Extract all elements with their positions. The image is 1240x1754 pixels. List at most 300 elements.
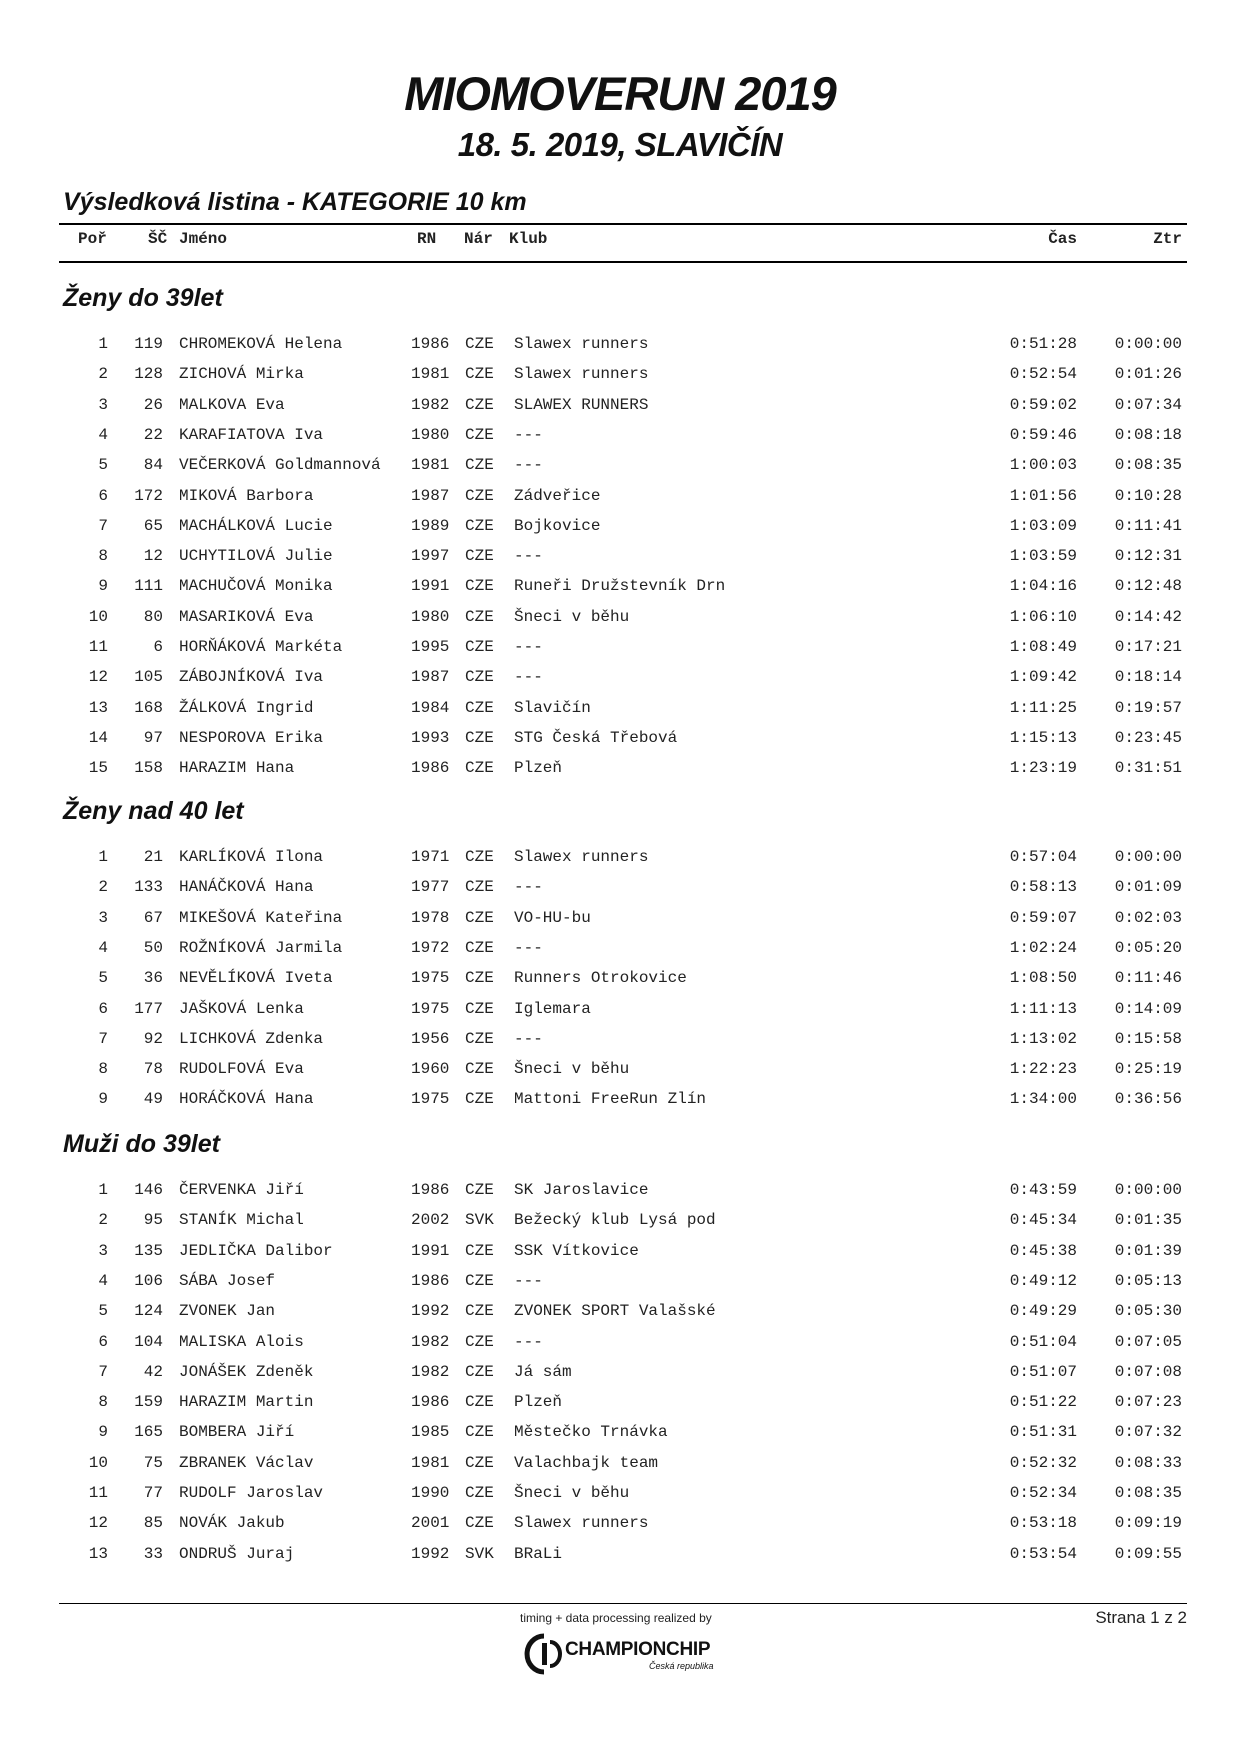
cell-gap: 0:01:09 (1114, 878, 1182, 897)
cell-club: ZVONEK SPORT Valašské (514, 1302, 716, 1321)
cell-nation: CZE (465, 1060, 494, 1079)
cell-time: 0:59:02 (1009, 395, 1077, 414)
cell-year: 1997 (411, 547, 450, 566)
page-number: Strana 1 z 2 (1095, 1608, 1187, 1627)
table-row (0, 729, 1240, 751)
cell-name: NEVĚLÍKOVÁ Iveta (179, 969, 333, 988)
cell-year: 1986 (411, 759, 450, 778)
cell-club: Slawex runners (514, 1514, 649, 1533)
cell-bib: 168 (134, 698, 163, 717)
cell-nation: CZE (465, 577, 494, 596)
cell-gap: 0:07:08 (1114, 1362, 1182, 1381)
cell-place: 15 (88, 759, 108, 778)
header-top-rule (59, 223, 1187, 225)
cell-gap: 0:07:05 (1114, 1332, 1182, 1351)
cell-bib: 165 (134, 1423, 163, 1442)
cell-name: JAŠKOVÁ Lenka (179, 999, 304, 1018)
cell-year: 1972 (411, 938, 450, 957)
cell-nation: CZE (465, 425, 494, 444)
cell-gap: 0:12:31 (1114, 547, 1182, 566)
cell-nation: CZE (465, 728, 494, 747)
cell-nation: CZE (465, 456, 494, 475)
cell-name: MIKOVÁ Barbora (179, 486, 314, 505)
cell-year: 1981 (411, 365, 450, 384)
cell-gap: 0:00:00 (1114, 335, 1182, 353)
cell-place: 8 (98, 1060, 108, 1079)
cell-time: 1:08:49 (1009, 638, 1077, 656)
cell-gap: 0:07:34 (1114, 395, 1182, 414)
cell-year: 1975 (411, 1090, 450, 1109)
cell-club: Bežecký klub Lysá pod (514, 1211, 716, 1230)
cell-gap: 0:08:35 (1114, 1484, 1182, 1502)
cell-nation: CZE (465, 335, 494, 353)
table-row (0, 1333, 1240, 1355)
cell-year: 1992 (411, 1544, 450, 1563)
cell-gap: 0:08:18 (1114, 425, 1182, 444)
cell-name: ZÁBOJNÍKOVÁ Iva (179, 668, 324, 687)
cell-club: Slawex runners (514, 848, 649, 866)
cell-nation: CZE (465, 1453, 494, 1472)
cell-club: STG Česká Třebová (514, 728, 678, 747)
cell-gap: 0:05:20 (1114, 938, 1182, 957)
table-row (0, 1393, 1240, 1415)
cell-place: 10 (88, 1453, 108, 1472)
cell-year: 1989 (411, 516, 450, 535)
cell-nation: CZE (465, 1090, 494, 1109)
cell-year: 1975 (411, 969, 450, 988)
table-row (0, 517, 1240, 539)
table-row (0, 1030, 1240, 1052)
cell-place: 6 (98, 486, 108, 505)
cell-club: --- (514, 1029, 543, 1048)
cell-place: 4 (98, 1271, 108, 1290)
col-ztr: Ztr (1153, 230, 1182, 248)
table-row (0, 1545, 1240, 1567)
cell-nation: CZE (465, 1029, 494, 1048)
cell-name: STANÍK Michal (179, 1211, 304, 1230)
cell-club: Slawex runners (514, 335, 649, 353)
cell-bib: 77 (143, 1484, 163, 1502)
table-row (0, 396, 1240, 418)
page-title: MIOMOVERUN 2019 (404, 67, 836, 120)
cell-year: 1978 (411, 908, 450, 927)
cell-name: ŽÁLKOVÁ Ingrid (179, 698, 314, 717)
cell-bib: 104 (134, 1332, 163, 1351)
cell-club: Šneci v běhu (514, 1060, 630, 1079)
cell-club: SSK Vítkovice (514, 1241, 639, 1260)
cell-club: --- (514, 878, 543, 897)
table-row (0, 1090, 1240, 1112)
cell-gap: 0:18:14 (1114, 668, 1182, 687)
cell-place: 12 (88, 1514, 108, 1533)
table-row (0, 1423, 1240, 1445)
cell-gap: 0:17:21 (1114, 638, 1182, 656)
cell-club: BRaLi (514, 1544, 563, 1563)
cell-time: 1:11:13 (1009, 999, 1077, 1018)
cell-bib: 78 (143, 1060, 163, 1079)
cell-time: 1:04:16 (1009, 577, 1077, 596)
table-row (0, 1242, 1240, 1264)
cell-gap: 0:19:57 (1114, 698, 1182, 717)
cell-nation: CZE (465, 1393, 494, 1412)
cell-time: 0:43:59 (1009, 1181, 1077, 1199)
cell-year: 1984 (411, 698, 450, 717)
cell-nation: CZE (465, 759, 494, 778)
cell-nation: CZE (465, 668, 494, 687)
cell-nation: CZE (465, 1302, 494, 1321)
cell-time: 1:08:50 (1009, 969, 1077, 988)
table-row (0, 699, 1240, 721)
cell-name: ČERVENKA Jiří (179, 1181, 304, 1199)
cell-year: 1987 (411, 668, 450, 687)
cell-bib: 92 (143, 1029, 163, 1048)
cell-time: 1:13:02 (1009, 1029, 1077, 1048)
col-jmeno: Jméno (179, 230, 228, 248)
cell-gap: 0:31:51 (1114, 759, 1182, 778)
cell-bib: 36 (143, 969, 163, 988)
cell-name: JONÁŠEK Zdeněk (179, 1362, 314, 1381)
cell-year: 1981 (411, 1453, 450, 1472)
table-row (0, 1060, 1240, 1082)
cell-gap: 0:05:30 (1114, 1302, 1182, 1321)
cell-bib: 65 (143, 516, 163, 535)
cell-bib: 21 (143, 848, 163, 866)
cell-nation: SVK (465, 1211, 494, 1230)
cell-time: 0:49:29 (1009, 1302, 1077, 1321)
cell-time: 1:09:42 (1009, 668, 1077, 687)
cell-year: 1960 (411, 1060, 450, 1079)
cell-place: 5 (98, 969, 108, 988)
cell-gap: 0:15:58 (1114, 1029, 1182, 1048)
cell-nation: CZE (465, 1332, 494, 1351)
cell-club: Plzeň (514, 1393, 563, 1412)
cell-name: KARLÍKOVÁ Ilona (179, 848, 324, 866)
cell-time: 1:15:13 (1009, 728, 1077, 747)
cell-name: RUDOLF Jaroslav (179, 1484, 324, 1502)
cell-place: 14 (88, 728, 108, 747)
cell-time: 0:52:32 (1009, 1453, 1077, 1472)
cell-name: ROŽNÍKOVÁ Jarmila (179, 938, 343, 957)
cell-nation: CZE (465, 395, 494, 414)
cell-nation: CZE (465, 938, 494, 957)
cell-club: --- (514, 938, 543, 957)
cell-name: MASARIKOVÁ Eva (179, 607, 314, 626)
cell-gap: 0:01:26 (1114, 365, 1182, 384)
table-row (0, 426, 1240, 448)
cell-name: RUDOLFOVÁ Eva (179, 1060, 304, 1079)
cell-nation: SVK (465, 1544, 494, 1563)
table-row (0, 547, 1240, 569)
cell-bib: 124 (134, 1302, 163, 1321)
cell-nation: CZE (465, 698, 494, 717)
table-row (0, 577, 1240, 599)
cell-year: 1982 (411, 1332, 450, 1351)
cell-gap: 0:09:19 (1114, 1514, 1182, 1533)
cell-gap: 0:07:23 (1114, 1393, 1182, 1412)
cell-time: 0:49:12 (1009, 1271, 1077, 1290)
cell-club: Runeři Družstevník Drn (514, 577, 726, 596)
cell-club: --- (514, 425, 543, 444)
championchip-emblem-icon (524, 1632, 564, 1676)
cell-year: 1981 (411, 456, 450, 475)
cell-name: HARAZIM Martin (179, 1393, 314, 1412)
table-row (0, 969, 1240, 991)
cell-nation: CZE (465, 1271, 494, 1290)
cell-name: ZICHOVÁ Mirka (179, 365, 304, 384)
cell-bib: 84 (143, 456, 163, 475)
cell-club: Mattoni FreeRun Zlín (514, 1090, 707, 1109)
cell-name: HANÁČKOVÁ Hana (179, 878, 314, 897)
cell-nation: CZE (465, 1423, 494, 1442)
cell-bib: 22 (143, 425, 163, 444)
cell-place: 11 (88, 1484, 108, 1502)
cell-gap: 0:01:35 (1114, 1211, 1182, 1230)
cell-year: 1992 (411, 1302, 450, 1321)
cell-gap: 0:23:45 (1114, 728, 1182, 747)
footer-credit: timing + data processing realized by (520, 1611, 712, 1625)
cell-year: 1991 (411, 577, 450, 596)
cell-place: 13 (88, 698, 108, 717)
cell-bib: 95 (143, 1211, 163, 1230)
cell-bib: 26 (143, 395, 163, 414)
cell-name: ZBRANEK Václav (179, 1453, 314, 1472)
cell-club: VO-HU-bu (514, 908, 591, 927)
table-row (0, 759, 1240, 781)
page-subtitle: 18. 5. 2019, SLAVIČÍN (457, 126, 783, 163)
cell-nation: CZE (465, 607, 494, 626)
category-heading: Muži do 39let (63, 1130, 220, 1158)
cell-time: 0:53:18 (1009, 1514, 1077, 1533)
table-row (0, 939, 1240, 961)
cell-time: 0:53:54 (1009, 1544, 1077, 1563)
table-row (0, 1000, 1240, 1022)
cell-bib: 146 (134, 1181, 163, 1199)
cell-place: 10 (88, 607, 108, 626)
cell-bib: 49 (143, 1090, 163, 1109)
cell-year: 1975 (411, 999, 450, 1018)
cell-nation: CZE (465, 999, 494, 1018)
cell-year: 1986 (411, 1181, 450, 1199)
cell-place: 4 (98, 425, 108, 444)
cell-gap: 0:14:09 (1114, 999, 1182, 1018)
table-row (0, 365, 1240, 387)
cell-nation: CZE (465, 1484, 494, 1502)
cell-bib: 106 (134, 1271, 163, 1290)
cell-gap: 0:08:35 (1114, 456, 1182, 475)
cell-bib: 111 (134, 577, 163, 596)
cell-nation: CZE (465, 1362, 494, 1381)
cell-club: Zádveřice (514, 486, 601, 505)
cell-place: 2 (98, 365, 108, 384)
cell-time: 1:11:25 (1009, 698, 1077, 717)
table-row (0, 608, 1240, 630)
cell-year: 2001 (411, 1514, 450, 1533)
cell-gap: 0:25:19 (1114, 1060, 1182, 1079)
header-bottom-rule (59, 261, 1187, 263)
cell-bib: 33 (143, 1544, 163, 1563)
cell-time: 0:52:34 (1009, 1484, 1077, 1502)
cell-bib: 42 (143, 1362, 163, 1381)
cell-name: NESPOROVA Erika (179, 728, 324, 747)
cell-name: HARAZIM Hana (179, 759, 295, 778)
cell-time: 0:51:31 (1009, 1423, 1077, 1442)
cell-place: 9 (98, 577, 108, 596)
cell-club: Já sám (514, 1362, 572, 1381)
cell-time: 0:51:04 (1009, 1332, 1077, 1351)
cell-year: 1980 (411, 607, 450, 626)
cell-club: --- (514, 668, 543, 687)
cell-time: 0:51:28 (1009, 335, 1077, 353)
cell-bib: 159 (134, 1393, 163, 1412)
cell-bib: 128 (134, 365, 163, 384)
table-row (0, 1514, 1240, 1536)
results-list-name: Výsledková listina - KATEGORIE 10 km (63, 188, 527, 216)
cell-place: 2 (98, 1211, 108, 1230)
cell-place: 7 (98, 516, 108, 535)
cell-club: --- (514, 547, 543, 566)
cell-time: 0:58:13 (1009, 878, 1077, 897)
cell-gap: 0:05:13 (1114, 1271, 1182, 1290)
cell-bib: 177 (134, 999, 163, 1018)
cell-place: 3 (98, 1241, 108, 1260)
table-row (0, 668, 1240, 690)
col-rn: RN (417, 230, 437, 248)
category-heading: Ženy do 39let (63, 284, 223, 312)
cell-time: 1:03:09 (1009, 516, 1077, 535)
cell-bib: 172 (134, 486, 163, 505)
cell-name: UCHYTILOVÁ Julie (179, 547, 333, 566)
cell-time: 0:51:22 (1009, 1393, 1077, 1412)
cell-club: Slawex runners (514, 365, 649, 384)
cell-place: 9 (98, 1090, 108, 1109)
table-row (0, 878, 1240, 900)
table-row (0, 1302, 1240, 1324)
cell-gap: 0:02:03 (1114, 908, 1182, 927)
column-header-row (0, 230, 1240, 252)
cell-gap: 0:01:39 (1114, 1241, 1182, 1260)
cell-place: 11 (88, 638, 108, 656)
cell-nation: CZE (465, 878, 494, 897)
cell-nation: CZE (465, 1181, 494, 1199)
table-row (0, 456, 1240, 478)
cell-time: 0:45:34 (1009, 1211, 1077, 1230)
cell-place: 5 (98, 456, 108, 475)
cell-year: 1971 (411, 848, 450, 866)
cell-name: KARAFIATOVA Iva (179, 425, 324, 444)
cell-name: ZVONEK Jan (179, 1302, 276, 1321)
cell-place: 12 (88, 668, 108, 687)
cell-club: SK Jaroslavice (514, 1181, 649, 1199)
cell-year: 1991 (411, 1241, 450, 1260)
cell-bib: 97 (143, 728, 163, 747)
cell-bib: 158 (134, 759, 163, 778)
cell-gap: 0:00:00 (1114, 1181, 1182, 1199)
cell-place: 1 (98, 848, 108, 866)
cell-time: 1:34:00 (1009, 1090, 1077, 1109)
cell-time: 0:57:04 (1009, 848, 1077, 866)
cell-time: 1:02:24 (1009, 938, 1077, 957)
logo-subtext: Česká republika (649, 1661, 714, 1671)
cell-place: 7 (98, 1029, 108, 1048)
cell-gap: 0:09:55 (1114, 1544, 1182, 1563)
cell-bib: 6 (153, 638, 163, 656)
table-row (0, 487, 1240, 509)
cell-place: 6 (98, 1332, 108, 1351)
cell-place: 7 (98, 1362, 108, 1381)
cell-name: ONDRUŠ Juraj (179, 1544, 295, 1563)
cell-year: 1980 (411, 425, 450, 444)
cell-time: 1:06:10 (1009, 607, 1077, 626)
table-row (0, 848, 1240, 870)
cell-time: 1:22:23 (1009, 1060, 1077, 1079)
cell-club: Městečko Trnávka (514, 1423, 668, 1442)
cell-nation: CZE (465, 969, 494, 988)
cell-nation: CZE (465, 638, 494, 656)
cell-year: 1982 (411, 1362, 450, 1381)
cell-time: 1:23:19 (1009, 759, 1077, 778)
cell-year: 1986 (411, 1271, 450, 1290)
cell-name: JEDLIČKA Dalibor (179, 1241, 333, 1260)
cell-place: 6 (98, 999, 108, 1018)
cell-time: 1:01:56 (1009, 486, 1077, 505)
cell-gap: 0:08:33 (1114, 1453, 1182, 1472)
cell-name: VEČERKOVÁ Goldmannová (179, 456, 381, 475)
cell-year: 1990 (411, 1484, 450, 1502)
table-row (0, 1484, 1240, 1506)
cell-bib: 133 (134, 878, 163, 897)
cell-year: 1956 (411, 1029, 450, 1048)
cell-club: --- (514, 456, 543, 475)
cell-nation: CZE (465, 365, 494, 384)
cell-gap: 0:12:48 (1114, 577, 1182, 596)
cell-club: Valachbajk team (514, 1453, 659, 1472)
cell-gap: 0:11:46 (1114, 969, 1182, 988)
cell-name: MALKOVA Eva (179, 395, 285, 414)
cell-time: 1:00:03 (1009, 456, 1077, 475)
cell-bib: 119 (134, 335, 163, 353)
category-heading: Ženy nad 40 let (63, 797, 244, 825)
cell-year: 2002 (411, 1211, 450, 1230)
cell-time: 0:59:46 (1009, 425, 1077, 444)
col-por: Poř (78, 230, 107, 248)
cell-bib: 80 (143, 607, 163, 626)
cell-club: SLAWEX RUNNERS (514, 395, 649, 414)
cell-name: SÁBA Josef (179, 1271, 276, 1290)
table-row (0, 1454, 1240, 1476)
col-klub: Klub (509, 230, 548, 248)
cell-year: 1986 (411, 335, 450, 353)
table-row (0, 1211, 1240, 1233)
cell-nation: CZE (465, 1241, 494, 1260)
cell-place: 8 (98, 1393, 108, 1412)
cell-nation: CZE (465, 516, 494, 535)
cell-club: Runners Otrokovice (514, 969, 687, 988)
cell-nation: CZE (465, 547, 494, 566)
cell-place: 8 (98, 547, 108, 566)
cell-place: 13 (88, 1544, 108, 1563)
cell-club: Slavičín (514, 698, 591, 717)
cell-time: 0:52:54 (1009, 365, 1077, 384)
cell-year: 1982 (411, 395, 450, 414)
championchip-logo (524, 1632, 724, 1676)
table-row (0, 335, 1240, 357)
cell-name: NOVÁK Jakub (179, 1514, 285, 1533)
cell-club: --- (514, 1332, 543, 1351)
cell-place: 3 (98, 395, 108, 414)
cell-name: MACHUČOVÁ Monika (179, 577, 333, 596)
cell-gap: 0:00:00 (1114, 848, 1182, 866)
cell-nation: CZE (465, 908, 494, 927)
